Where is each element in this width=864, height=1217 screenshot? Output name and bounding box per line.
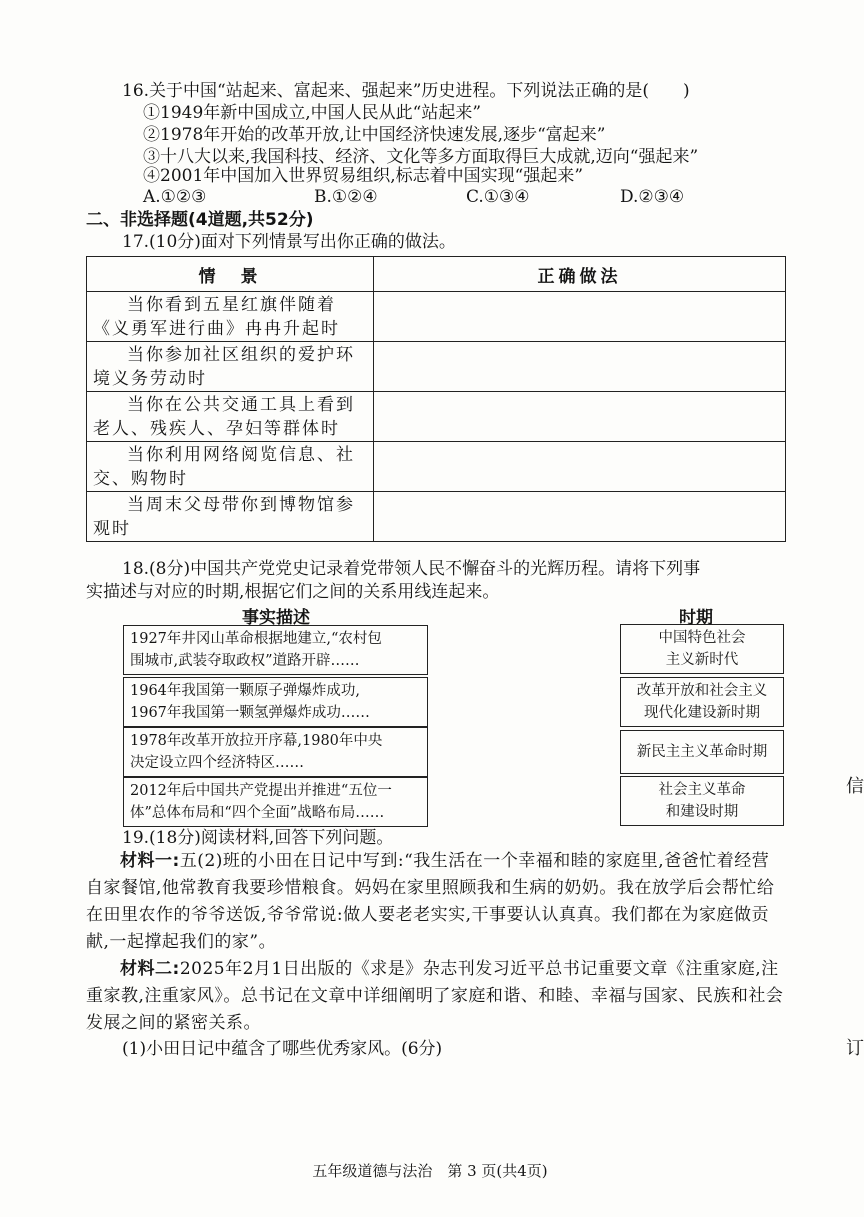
fact-text-line: 2012年后中国共产党提出并推进“五位一	[130, 783, 392, 799]
period-box[interactable]	[620, 677, 784, 727]
q16-stem: 16.关于中国“站起来、富起来、强起来”历史进程。下列说法正确的是( )	[122, 81, 690, 101]
answer-cell[interactable]	[374, 342, 786, 392]
fact-box[interactable]	[123, 625, 428, 675]
table-row	[87, 492, 786, 542]
fact-box[interactable]	[123, 677, 428, 727]
page-footer: 五年级道德与法治 第 3 页(共4页)	[312, 1162, 548, 1180]
table-row	[87, 392, 786, 442]
fact-text-line: 1978年改革开放拉开序幕,1980年中央	[130, 733, 383, 749]
q16-item-2: ②1978年开始的改革开放,让中国经济快速发展,逐步“富起来”	[143, 125, 606, 145]
answer-cell[interactable]	[374, 442, 786, 492]
q16-item-3: ③十八大以来,我国科技、经济、文化等多方面取得巨大成就,迈向“强起来”	[143, 147, 699, 167]
period-text-line: 社会主义革命	[658, 782, 746, 798]
material-two	[86, 956, 786, 1037]
fact-text-line: 决定设立四个经济特区……	[130, 755, 304, 771]
period-text-line: 改革开放和社会主义	[636, 683, 768, 699]
period-text-line: 中国特色社会	[658, 630, 746, 646]
q17-stem: 17.(10分)面对下列情景写出你正确的做法。	[122, 232, 456, 252]
q16-item-1: ①1949年新中国成立,中国人民从此“站起来”	[143, 103, 482, 123]
q19-sub1: (1)小田日记中蕴含了哪些优秀家风。(6分)	[122, 1039, 443, 1059]
period-box[interactable]	[620, 730, 784, 774]
table-row	[87, 342, 786, 392]
facts-header: 事实描述	[242, 608, 310, 628]
table-row	[87, 442, 786, 492]
fact-text-line: 围城市,武装夺取政权”道路开辟……	[130, 653, 360, 669]
q18-stem-line2: 实描述与对应的时期,根据它们之间的关系用线连起来。	[86, 582, 500, 602]
fact-box[interactable]	[123, 777, 428, 827]
fact-box[interactable]	[123, 727, 428, 777]
fact-text-line: 1964年我国第一颗原子弹爆炸成功,	[130, 683, 361, 699]
periods-header: 时期	[679, 608, 713, 628]
period-box[interactable]	[620, 776, 784, 826]
q16-option-a: A.①②③	[143, 187, 207, 207]
section-heading: 二、非选择题(4道题,共52分)	[86, 210, 314, 230]
situation-cell: 当周末父母带你到博物馆参观时	[87, 492, 374, 542]
material-two-label: 材料二:	[120, 959, 180, 979]
q16-option-d: D.②③④	[620, 187, 685, 207]
situation-cell: 当你在公共交通工具上看到老人、残疾人、孕妇等群体时	[87, 392, 374, 442]
material-two-text: 2025年2月1日出版的《求是》杂志刊发习近平总书记重要文章《注重家庭,注重家教,注重家风》。总书记在文章中详细阐明了家庭和谐、和睦、幸福与国家、民族和社会发展之间的紧密关系。	[86, 959, 784, 1033]
answer-cell[interactable]	[374, 492, 786, 542]
situation-cell: 当你看到五星红旗伴随着《义勇军进行曲》冉冉升起时	[87, 292, 374, 342]
q18-stem-line1: 18.(8分)中国共产党党史记录着党带领人民不懈奋斗的光辉历程。请将下列事	[122, 559, 701, 579]
period-text-line: 和建设时期	[665, 804, 739, 820]
period-text-line: 新民主主义革命时期	[636, 744, 768, 760]
q17-table	[86, 256, 786, 542]
q16-option-b: B.①②④	[314, 187, 378, 207]
edge-mark: 信	[846, 776, 864, 797]
answer-cell[interactable]	[374, 392, 786, 442]
period-text-line: 现代化建设新时期	[644, 705, 760, 721]
situation-cell: 当你利用网络阅览信息、社交、购物时	[87, 442, 374, 492]
col-situation-header: 情 景	[87, 257, 374, 292]
material-one-text: 五(2)班的小田在日记中写到:“我生活在一个幸福和睦的家庭里,爸爸忙着经营自家餐馆,他常教育我要珍惜粮食。妈妈在家里照顾我和生病的奶奶。我在放学后会帮忙给在田里农作的爷爷送饭,爷爷常说:做人要老老实实,干事要认认真真。我们都在为家庭做贡献,一起撑起我们的家”。	[86, 851, 775, 952]
edge-mark: 订	[846, 1038, 864, 1059]
col-answer-header: 正确做法	[374, 257, 786, 292]
q16-item-4: ④2001年中国加入世界贸易组织,标志着中国实现“强起来”	[143, 166, 584, 186]
fact-text-line: 1927年井冈山革命根据地建立,“农村包	[130, 631, 382, 647]
material-one-label: 材料一:	[120, 851, 180, 871]
q16-option-c: C.①③④	[466, 187, 530, 207]
q19-stem: 19.(18分)阅读材料,回答下列问题。	[122, 828, 394, 848]
fact-text-line: 体”总体布局和“四个全面”战略布局……	[130, 805, 385, 821]
fact-text-line: 1967年我国第一颗氢弹爆炸成功……	[130, 705, 370, 721]
material-one	[86, 848, 786, 956]
table-row	[87, 292, 786, 342]
period-text-line: 主义新时代	[665, 652, 739, 668]
period-box[interactable]	[620, 624, 784, 674]
situation-cell: 当你参加社区组织的爱护环境义务劳动时	[87, 342, 374, 392]
answer-cell[interactable]	[374, 292, 786, 342]
